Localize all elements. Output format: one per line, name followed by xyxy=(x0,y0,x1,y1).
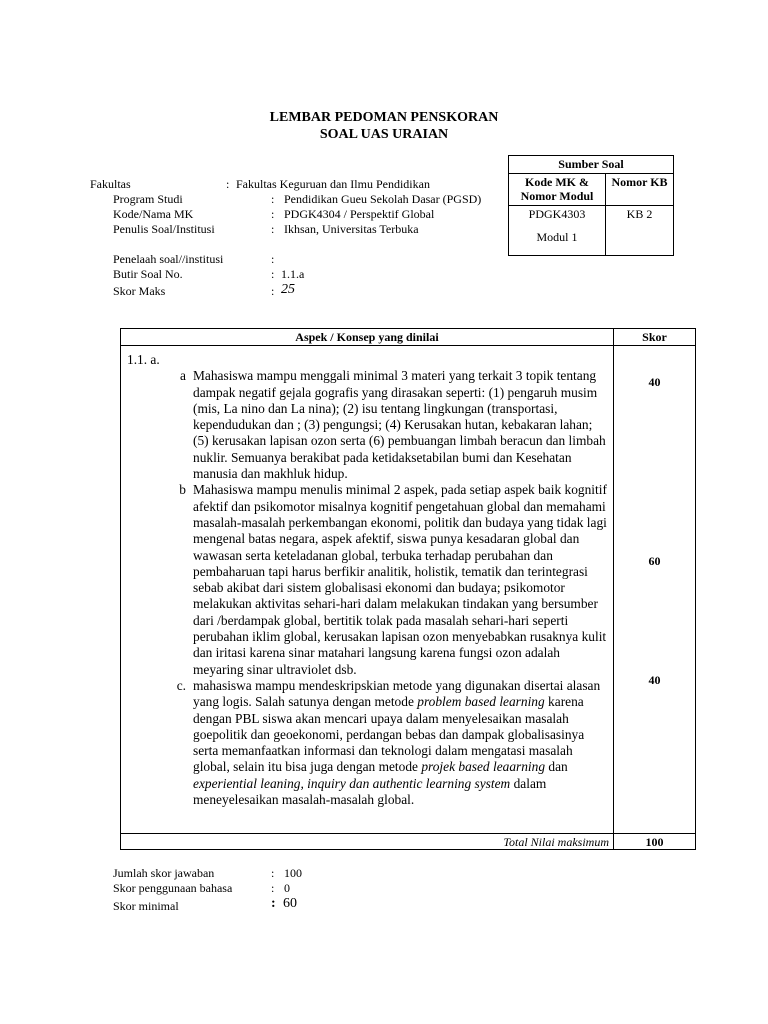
source-value-row xyxy=(509,206,673,255)
meta-value-skor-maks: 25 xyxy=(281,282,295,297)
meta-label-prodi: Program Studi xyxy=(113,192,183,206)
item-text-part: dalam meneyelesaikan masalah-masalah global. xyxy=(193,775,547,808)
column-divider xyxy=(613,329,614,849)
meta-label-kode-mk: Kode/Nama MK xyxy=(113,207,194,221)
summary-sep: : xyxy=(271,866,275,880)
item-label: c. xyxy=(176,677,186,693)
item-text xyxy=(193,678,611,808)
summary-label-jumlah: Jumlah skor jawaban xyxy=(113,866,215,880)
item-text-part: dan xyxy=(545,759,568,775)
meta-label-butir: Butir Soal No. xyxy=(113,267,183,281)
col-header-skor: Skor xyxy=(642,330,667,344)
item-text: Mahasiswa mampu menggali minimal 3 materi yang terkait 3 topik tentang dampak negatif gejala gografis yang dirasakan seperti: (1) pengaruh musim (mis, La nino dan La nina); (2) isu tentang lingkungan (transportasi, kependudukan dan ; (3) pengungsi; (4) Kerusakan hutan, kebakaran lahan; (5) kerusakan lapisan ozon serta (6) pembuangan limbah beracun dan limbah nuklir. Semuanya berakibat pada ketidaksetabilan bumi dan Kesehatan manusia dan makhluk hidup. xyxy=(193,368,606,482)
col-header-aspek: Aspek / Konsep yang dinilai xyxy=(295,330,439,344)
item-text-part: karena dengan PBL siswa akan mencari upaya dalam menyelesaikan masalah goepolitik dan geoekonomi, perdangan bebas dan dampak globalisasinya serta memanfaatkan informasi dan teknologi dalam mengatasi masalah global, selain itu bisa juga dengan metode xyxy=(193,694,585,775)
item-label: a xyxy=(180,368,186,384)
source-header: Sumber Soal xyxy=(509,156,673,174)
source-value-kode-mk: PDGK4303 xyxy=(528,207,586,221)
meta-value-butir: 1.1.a xyxy=(281,267,305,281)
meta-value-penulis: Ikhsan, Universitas Terbuka xyxy=(284,222,419,236)
summary-label-minimal: Skor minimal xyxy=(113,899,179,913)
aspect-item-b xyxy=(127,482,611,678)
source-col-kb: Nomor KB xyxy=(611,175,668,189)
item-label: b xyxy=(179,482,186,498)
source-col-kode: Kode MK & Nomor Modul xyxy=(509,174,606,205)
meta-value-prodi: Pendidikan Gueu Sekolah Dasar (PGSD) xyxy=(284,192,482,206)
item-text: Mahasiswa mampu menulis minimal 2 aspek, pada setiap aspek baik kognitif afektif dan psikomotor misalnya kognitif pengetahuan global dan memahami masalah-masalah perkembangan ekonomi, politik dan budaya yang tidak lagi mengenal batas negara, aspek afektif, siswa punya kesadaran global dan wawasan serta keteladanan global, terbuka terhadap perubahan dan pembaharuan tapi harus berfikir analitik, holistik, tematik dan terintegrasi sebab akibat dari sistem globalisasi ekonomi dan budaya; psikomotor melakukan aktivitas sehari-hari dalam melakukan tindakan yang bersumber dari /berdampak global, bertitik tolak pada masalah sehari-hari seperti perubahan iklim global, kerusakan lapisan ozon menyebabkan rusaknya kulit dan iritasi karena sinar matahari langsung karena fungsi ozon adalah meyaring sinar ultraviolet dsb. xyxy=(193,482,607,677)
question-number: 1.1. a. xyxy=(127,352,160,367)
summary-sep: : xyxy=(271,881,275,895)
summary-sep: : xyxy=(271,896,276,911)
aspect-item-a xyxy=(127,368,611,482)
source-value-kode xyxy=(509,206,606,255)
source-box xyxy=(508,155,674,256)
source-value-kb: KB 2 xyxy=(626,207,653,221)
meta-label-skor-maks: Skor Maks xyxy=(113,284,166,298)
summary-value-minimal: 60 xyxy=(283,896,297,911)
item-text-part: mahasiswa mampu mendeskripskian metode yang digunakan disertai alasan yang logis. Salah satunya dengan metode xyxy=(193,677,601,710)
total-label: Total Nilai maksimum xyxy=(503,835,609,849)
meta-sep: : xyxy=(271,207,275,221)
item-text-italic: projek based leaarning xyxy=(421,759,546,775)
source-value-modul: Modul 1 xyxy=(536,230,578,244)
item-text-italic: problem based learning xyxy=(417,694,545,710)
meta-sep: : xyxy=(271,267,275,281)
header-divider xyxy=(121,345,695,346)
summary-label-bahasa: Skor penggunaan bahasa xyxy=(113,881,233,895)
meta-value-kode-mk: PDGK4304 / Perspektif Global xyxy=(284,207,435,221)
meta-sep: : xyxy=(271,222,275,236)
source-header-row xyxy=(509,174,673,206)
total-divider xyxy=(121,833,695,834)
meta-sep: : xyxy=(271,284,275,298)
summary-value-bahasa: 0 xyxy=(284,881,290,895)
document-title: LEMBAR PEDOMAN PENSKORAN xyxy=(269,110,499,125)
score-c: 40 xyxy=(648,673,661,687)
aspect-item-c xyxy=(127,678,611,808)
meta-label-penulis: Penulis Soal/Institusi xyxy=(113,222,215,236)
document-subtitle: SOAL UAS URAIAN xyxy=(319,127,449,142)
summary-value-jumlah: 100 xyxy=(284,866,302,880)
meta-value-fakultas: Fakultas Keguruan dan Ilmu Pendidikan xyxy=(236,177,430,191)
meta-label-fakultas: Fakultas xyxy=(90,177,131,191)
meta-sep: : xyxy=(271,192,275,206)
scoring-table xyxy=(120,328,696,850)
score-a: 40 xyxy=(648,375,661,389)
meta-label-penelaah: Penelaah soal//institusi xyxy=(113,252,224,266)
meta-sep: : xyxy=(226,177,230,191)
score-b: 60 xyxy=(648,554,661,568)
aspect-content xyxy=(127,352,611,808)
total-value: 100 xyxy=(645,835,664,849)
meta-sep: : xyxy=(271,252,275,266)
item-text-italic: experiential leaning, inquiry dan authentic learning system xyxy=(193,775,511,791)
